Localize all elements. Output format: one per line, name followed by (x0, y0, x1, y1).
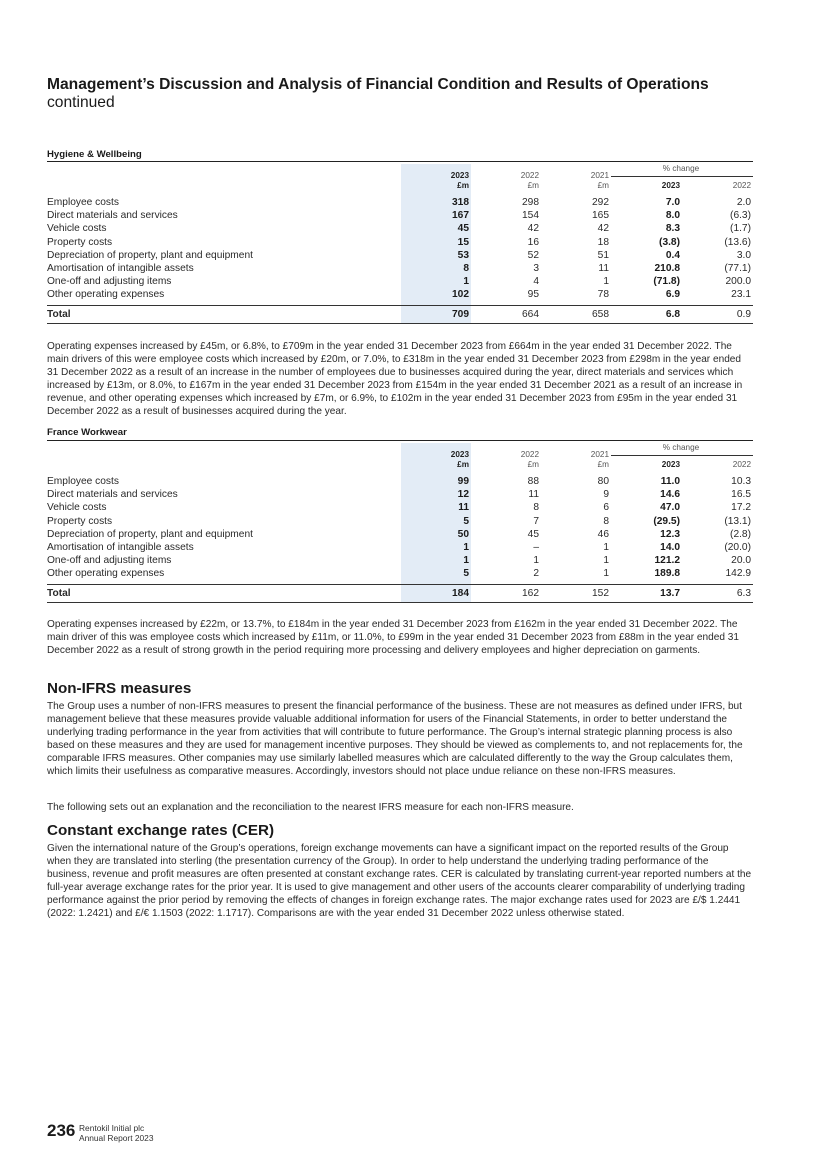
row-label: Property costs (47, 236, 113, 248)
pct-change-2023: (71.8) (653, 276, 680, 288)
total-2023: 709 (401, 305, 471, 323)
value-2023: 99 (401, 472, 471, 488)
cer-paragraph: Given the international nature of the Group’s operations, foreign exchange movements can have a significant impact on the reported results of the Group when they are translated into sterling (the presentation currency of the Group). In order to help understand the underlying trading performance of the business, revenue and profit measures are often presented at constant exchange rates. CER is calculated by translating current-year reported numbers at the full-year average exchange rates for the prior year. It is used to give management and other users of the accounts clearer comparability of underlying trading performance against the prior period by removing the effects of changes in foreign exchange rates. The major exchange rates used for 2023 are £/$ 1.2441 (2022: 1.2421) and £/€ 1.1503 (2022: 1.1717). Comparisons are with the year ended 31 December 2022 unless otherwise stated. (47, 843, 752, 919)
pct-change-2023: 14.6 (660, 489, 680, 501)
pct-change-2023: 7.0 (665, 197, 680, 208)
value-2021: 1 (603, 542, 609, 554)
value-2022: 7 (533, 515, 539, 527)
value-2021: 80 (597, 476, 609, 487)
value-2023: 1 (401, 554, 471, 567)
table-row (47, 193, 753, 209)
pct-change-2023: 189.8 (654, 568, 680, 580)
table-row (47, 515, 753, 528)
value-2021: 18 (597, 236, 609, 248)
pct-change-2023: 210.8 (654, 263, 680, 275)
table-row (47, 567, 753, 584)
pct-change-2022: 23.1 (731, 289, 751, 301)
total-row (47, 305, 753, 323)
france-table (47, 443, 753, 603)
value-2021: 1 (603, 276, 609, 288)
hygiene-heading: Hygiene & Wellbeing (47, 149, 142, 160)
value-2023: 15 (401, 236, 471, 249)
non-ifrs-paragraph-1: The Group uses a number of non-IFRS measures to present the financial performance of the business. These are not measures as defined under IFRS, but management believe that these measures provide valuable additional information for users of the Financial Statements, in order to better understand the underlying trading performance in the year from activities that will contribute to future performance. The Group’s internal strategic planning process is also based on these measures and they are used for management incentive purposes. They should be viewed as complements to, and not replacements for, the comparable IFRS measures. Other companies may use similarly labelled measures which are calculated differently to the way the Group calculates them, which limits their usefulness as comparative measures. Accordingly, investors should not place undue reliance on these non-IFRS measures. (47, 701, 743, 777)
pct-change-2023: 11.0 (660, 476, 680, 487)
table-row (47, 249, 753, 262)
value-2022: 95 (527, 289, 539, 301)
pct-change-2022: (13.6) (724, 236, 751, 248)
col-pct-2023: 2023 (661, 181, 680, 190)
footer-company-name: Rentokil Initial plc (79, 1123, 145, 1133)
value-2021: 78 (597, 289, 609, 301)
pct-change-2022: 2.0 (736, 197, 751, 208)
col-unit: £m (457, 460, 469, 469)
row-label: Depreciation of property, plant and equipment (47, 528, 253, 540)
total-label: Total (47, 584, 401, 602)
value-2023: 50 (401, 528, 471, 541)
total-2022: 162 (471, 584, 541, 602)
page-subtitle: continued (47, 94, 115, 111)
value-2021: 6 (603, 502, 609, 514)
pct-change-2022: (6.3) (730, 210, 751, 222)
value-2022: 16 (527, 236, 539, 248)
pct-change-2023: (3.8) (659, 236, 680, 248)
table-row (47, 554, 753, 567)
total-pct-2022: 6.3 (682, 584, 753, 602)
row-label: Employee costs (47, 476, 119, 487)
col-unit: £m (597, 460, 609, 469)
page-number: 236 (47, 1121, 76, 1140)
value-2023: 1 (401, 275, 471, 288)
pct-change-2023: 14.0 (660, 542, 680, 554)
value-2023: 102 (401, 288, 471, 305)
col-2023: 2023 (450, 450, 469, 459)
table-row (47, 528, 753, 541)
value-2022: 52 (527, 249, 539, 261)
pct-change-2022: (1.7) (730, 223, 751, 235)
table-row (47, 275, 753, 288)
col-unit: £m (527, 181, 539, 190)
value-2023: 5 (401, 515, 471, 528)
value-2022: 2 (533, 568, 539, 580)
total-pct-2023: 6.8 (611, 305, 682, 323)
pct-change-2022: (13.1) (724, 515, 751, 527)
col-2021: 2021 (590, 171, 609, 180)
hygiene-rule (47, 161, 753, 162)
value-2022: – (533, 542, 539, 554)
row-label: Direct materials and services (47, 210, 178, 222)
value-2021: 1 (603, 555, 609, 567)
page-title: Management’s Discussion and Analysis of Financial Condition and Results of Operations (47, 76, 709, 93)
table-row (47, 222, 753, 235)
hygiene-paragraph: Operating expenses increased by £45m, or 6.8%, to £709m in the year ended 31 December 2023 from £664m in the year ended 31 December 2022. The main drivers of this were employee costs which increased by £20m, or 7.0%, to £318m in the year ended 31 December 2023 from £298m in the year ended 31 December 2022 as a result of an increase in the number of employees due to businesses acquired during the year, direct materials and services which increased by £13m, or 8.0%, to £167m in the year ended 31 December 2023 from £154m in the year ended 31 December 2021 as a result of an increase in revenue, and other operating expenses which increased by £7m, or 6.9%, to £102m in the year ended 31 December 2023 from £95m in the year ended 31 December 2022 as a result of businesses acquired during the year. (47, 341, 743, 417)
pct-change-2022: 200.0 (725, 276, 751, 288)
value-2021: 8 (603, 515, 609, 527)
total-row (47, 584, 753, 602)
france-rule (47, 440, 753, 441)
row-label: Vehicle costs (47, 223, 107, 235)
footer-company (79, 1123, 154, 1143)
total-2021: 658 (541, 305, 611, 323)
value-2022: 88 (527, 476, 539, 487)
value-2022: 1 (533, 555, 539, 567)
france-paragraph: Operating expenses increased by £22m, or 13.7%, to £184m in the year ended 31 December 2023 from £162m in the year ended 31 December 2022. The main driver of this was employee costs which increased by £11m, or 11.0%, to £99m in the year ended 31 December 2023 from £88m in the year ended 31 December 2022 as a result of strong growth in the period requiring more processing and delivery employees and higher depreciation on garments. (47, 619, 739, 656)
col-2021: 2021 (590, 450, 609, 459)
value-2022: 8 (533, 502, 539, 514)
non-ifrs-paragraph-2: The following sets out an explanation and the reconciliation to the nearest IFRS measure for each non-IFRS measure. (47, 802, 574, 813)
total-label: Total (47, 305, 401, 323)
pct-change-2023: 8.0 (665, 210, 680, 222)
pct-change-2022: 20.0 (731, 555, 751, 567)
value-2021: 165 (592, 210, 609, 222)
value-2021: 51 (597, 249, 609, 261)
footer-report-name: Annual Report 2023 (79, 1133, 154, 1143)
pct-change-2022: 17.2 (731, 502, 751, 514)
value-2021: 1 (603, 568, 609, 580)
table-row (47, 262, 753, 275)
row-label: Amortisation of intangible assets (47, 263, 194, 275)
pct-change-2022: (2.8) (730, 528, 751, 540)
pct-change-2023: 0.4 (665, 249, 680, 261)
row-label: Property costs (47, 515, 113, 527)
row-label: One-off and adjusting items (47, 276, 172, 288)
value-2022: 45 (527, 528, 539, 540)
value-2022: 154 (522, 210, 539, 222)
value-2023: 1 (401, 541, 471, 554)
total-pct-2023: 13.7 (611, 584, 682, 602)
value-2022: 298 (522, 197, 539, 208)
value-2021: 11 (598, 263, 609, 275)
value-2023: 11 (401, 501, 471, 514)
value-2023: 318 (401, 193, 471, 209)
table-row (47, 288, 753, 305)
table-row (47, 209, 753, 222)
col-pct-change: % change (611, 164, 753, 177)
value-2021: 292 (592, 197, 609, 208)
row-label: Direct materials and services (47, 489, 178, 501)
row-label: Depreciation of property, plant and equipment (47, 249, 253, 261)
pct-change-2022: 16.5 (731, 489, 751, 501)
col-pct-2023: 2023 (661, 460, 680, 469)
table-row (47, 541, 753, 554)
row-label: Vehicle costs (47, 502, 107, 514)
value-2022: 42 (527, 223, 539, 235)
row-label: One-off and adjusting items (47, 555, 172, 567)
france-heading: France Workwear (47, 427, 127, 438)
col-2022: 2022 (520, 450, 539, 459)
value-2023: 5 (401, 567, 471, 584)
pct-change-2022: (20.0) (724, 542, 751, 554)
pct-change-2023: 12.3 (660, 528, 680, 540)
hygiene-table (47, 164, 753, 324)
value-2023: 8 (401, 262, 471, 275)
value-2023: 53 (401, 249, 471, 262)
value-2023: 12 (401, 488, 471, 501)
col-pct-2022: 2022 (732, 460, 751, 469)
row-label: Other operating expenses (47, 568, 165, 580)
row-label: Amortisation of intangible assets (47, 542, 194, 554)
value-2023: 45 (401, 222, 471, 235)
table-row (47, 488, 753, 501)
col-pct-2022: 2022 (732, 181, 751, 190)
value-2022: 11 (528, 489, 539, 501)
pct-change-2023: 121.2 (654, 555, 680, 567)
table-row (47, 236, 753, 249)
pct-change-2023: 8.3 (665, 223, 680, 235)
cer-heading: Constant exchange rates (CER) (47, 822, 275, 839)
col-unit: £m (457, 181, 469, 190)
table-row (47, 501, 753, 514)
row-label: Other operating expenses (47, 289, 165, 301)
value-2021: 46 (597, 528, 609, 540)
value-2021: 9 (603, 489, 609, 501)
pct-change-2022: 3.0 (736, 249, 751, 261)
pct-change-2023: 47.0 (660, 502, 680, 514)
col-pct-change: % change (611, 443, 753, 456)
value-2021: 42 (597, 223, 609, 235)
table-row (47, 472, 753, 488)
pct-change-2022: (77.1) (724, 263, 751, 275)
pct-change-2023: 6.9 (665, 289, 680, 301)
col-2023: 2023 (450, 171, 469, 180)
total-2021: 152 (541, 584, 611, 602)
col-2022: 2022 (520, 171, 539, 180)
value-2023: 167 (401, 209, 471, 222)
value-2022: 4 (533, 276, 539, 288)
pct-change-2022: 142.9 (725, 568, 751, 580)
pct-change-2022: 10.3 (731, 476, 751, 487)
non-ifrs-heading: Non-IFRS measures (47, 680, 192, 697)
col-unit: £m (597, 181, 609, 190)
row-label: Employee costs (47, 197, 119, 208)
pct-change-2023: (29.5) (653, 515, 680, 527)
total-2022: 664 (471, 305, 541, 323)
total-2023: 184 (401, 584, 471, 602)
value-2022: 3 (533, 263, 539, 275)
total-pct-2022: 0.9 (682, 305, 753, 323)
col-unit: £m (527, 460, 539, 469)
